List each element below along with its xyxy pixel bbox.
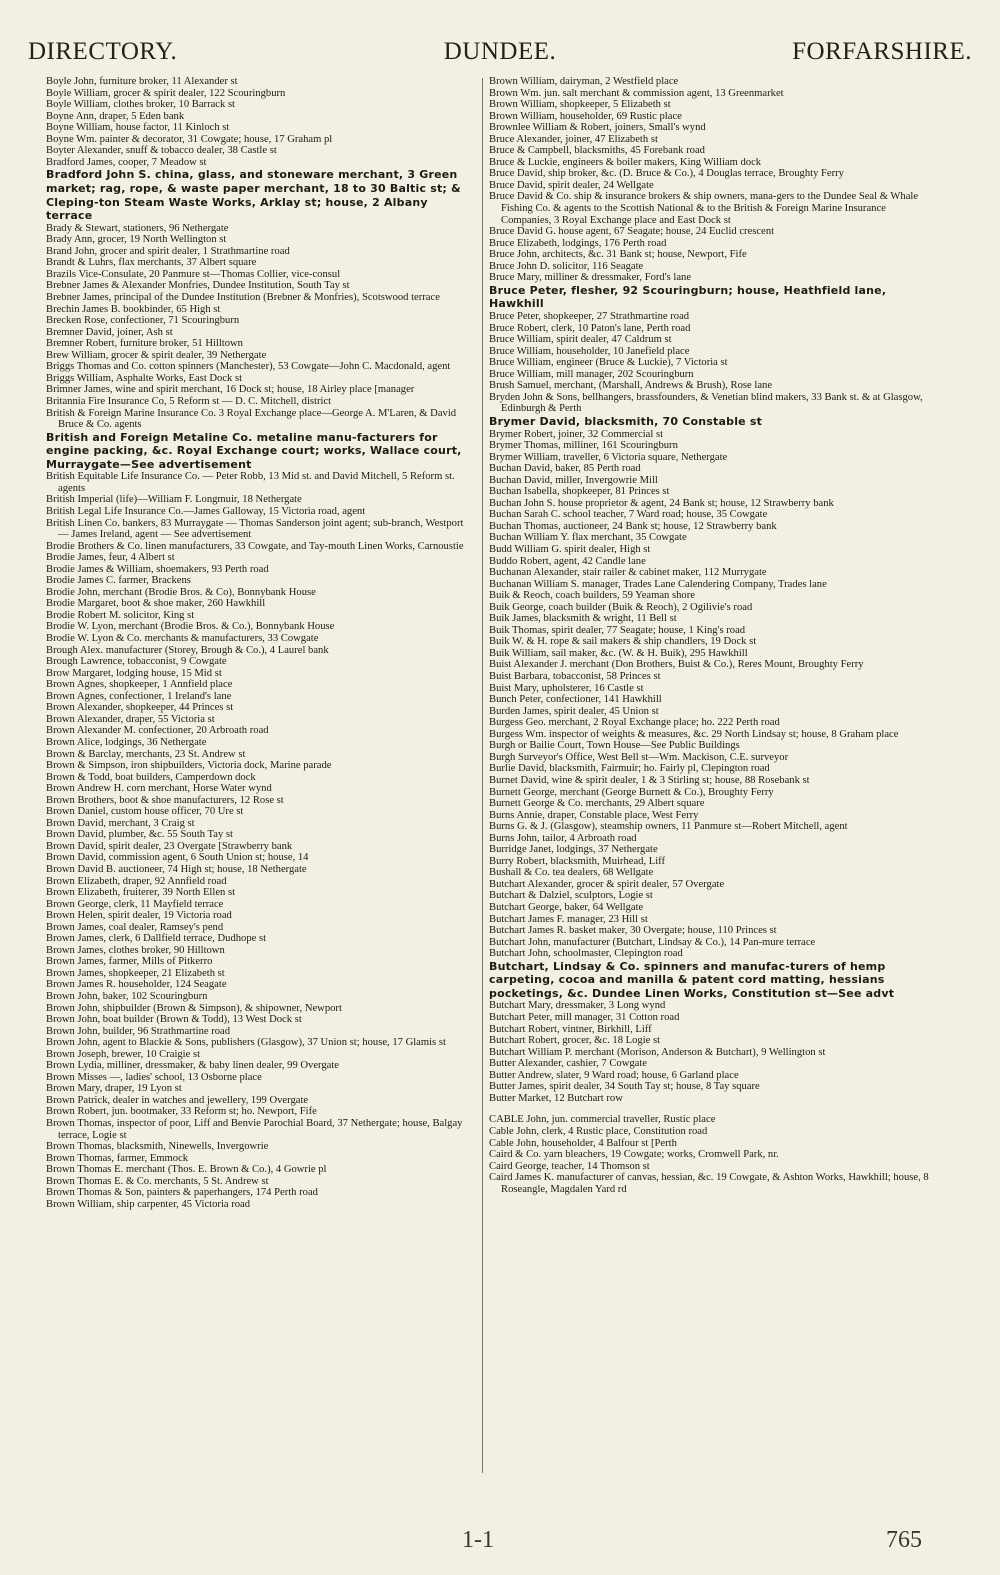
directory-entry: British Imperial (life)—William F. Longmuir, 18 Nethergate bbox=[46, 494, 302, 506]
directory-entry: Buddo Robert, agent, 42 Candle lane bbox=[489, 555, 646, 567]
directory-entry: Cable John, householder, 4 Balfour st [Perth bbox=[489, 1137, 677, 1149]
directory-entry: Brown John, builder, 96 Strathmartine road bbox=[46, 1025, 231, 1037]
directory-entry: Butter Andrew, slater, 9 Ward road; house, 6 Garland place bbox=[489, 1069, 739, 1081]
directory-entry: Butchart Robert, vintner, Birkhill, Liff bbox=[489, 1023, 652, 1035]
directory-entry: Brown Brothers, boot & shoe manufacturers, 12 Rose st bbox=[46, 794, 284, 806]
signature-mark: 1-1 bbox=[462, 1527, 494, 1553]
directory-entry: Brown James R. householder, 124 Seagate bbox=[46, 979, 227, 991]
directory-entry: Bryden John & Sons, bellhangers, brassfounders, & Venetian blind makers, 33 Bank st. & at Glasgow, Edinburgh & Perth bbox=[489, 391, 923, 415]
directory-entry: Brown Alexander, draper, 55 Victoria st bbox=[46, 713, 215, 725]
directory-entry: Brown Thomas & Son, painters & paperhangers, 174 Perth road bbox=[46, 1187, 318, 1199]
directory-entry: Bruce William, mill manager, 202 Scouringburn bbox=[489, 368, 694, 380]
directory-entry: Brown & Simpson, iron shipbuilders, Victoria dock, Marine parade bbox=[46, 760, 332, 772]
directory-entry: Brow Margaret, lodging house, 15 Mid st bbox=[46, 667, 222, 679]
directory-entry: Buchanan Alexander, stair railer & cabinet maker, 112 Murrygate bbox=[489, 567, 767, 579]
directory-entry: Buik George, coach builder (Buik & Reoch), 2 Ogilivie's road bbox=[489, 601, 753, 613]
directory-entry: Brown Joseph, brewer, 10 Craigie st bbox=[46, 1048, 201, 1060]
directory-entry: Brodie John, merchant (Brodie Bros. & Co), Bonnybank House bbox=[46, 586, 316, 598]
directory-entry: Brown Thomas, inspector of poor, Liff and Benvie Parochial Board, 37 Nethergate; house, Balgay terrace, Logie st bbox=[46, 1118, 463, 1141]
directory-entry: Bruce Peter, flesher, 92 Scouringburn; house, Heathfield lane, Hawkhill bbox=[489, 283, 887, 311]
directory-entry: Brown Daniel, custom house officer, 70 Ure st bbox=[46, 806, 244, 818]
directory-entry: Burgess Geo. merchant, 2 Royal Exchange place; ho. 222 Perth road bbox=[489, 717, 780, 729]
directory-entry: Boyle William, grocer & spirit dealer, 122 Scouringburn bbox=[46, 87, 286, 99]
page-number: 765 bbox=[886, 1527, 922, 1553]
directory-entry: British & Foreign Marine Insurance Co. 3 Royal Exchange place—George A. M'Laren, & David Bruce & Co. agents bbox=[46, 407, 457, 431]
directory-entry: Butchart Alexander, grocer & spirit dealer, 57 Overgate bbox=[489, 878, 725, 890]
directory-entry: Brown James, clerk, 6 Dallfield terrace, Dudhope st bbox=[46, 933, 267, 945]
directory-entry: Bruce David G. house agent, 67 Seagate; house, 24 Euclid crescent bbox=[489, 226, 775, 238]
directory-entry: Boyle John, furniture broker, 11 Alexander st bbox=[46, 76, 238, 87]
directory-entry: Bruce Robert, clerk, 10 Paton's lane, Perth road bbox=[489, 322, 691, 334]
directory-entry: Bruce John, architects, &c. 31 Bank st; house, Newport, Fife bbox=[489, 249, 747, 261]
directory-entry: Brush Samuel, merchant, (Marshall, Andrews & Brush), Rose lane bbox=[489, 380, 773, 392]
directory-entry: Butchart Peter, mill manager, 31 Cotton road bbox=[489, 1012, 680, 1024]
directory-entry: Brebner James, principal of the Dundee Institution (Brebner & Monfries), Scotswood terrace bbox=[46, 292, 440, 304]
directory-entry: Burns G. & J. (Glasgow), steamship owners, 11 Panmure st—Robert Mitchell, agent bbox=[489, 821, 848, 833]
directory-entry: British Equitable Life Insurance Co. — Peter Robb, 13 Mid st. and David Mitchell, 5 Reform st. agents bbox=[46, 471, 455, 494]
directory-entry: Brazils Vice-Consulate, 20 Panmure st—Thomas Collier, vice-consul bbox=[46, 268, 341, 280]
right-column bbox=[489, 76, 929, 1476]
directory-entry: Brady Ann, grocer, 19 North Wellington st bbox=[46, 234, 227, 246]
directory-entry: Brown Robert, jun. bootmaker, 33 Reform st; ho. Newport, Fife bbox=[46, 1106, 317, 1118]
directory-entry: Burgess Wm. inspector of weights & measures, &c. 29 North Lindsay st; house, 8 Graham place bbox=[489, 728, 899, 740]
directory-entry: Brown William, ship carpenter, 45 Victoria road bbox=[46, 1198, 251, 1210]
directory-entry: Caird James K. manufacturer of canvas, hessian, &c. 19 Cowgate, & Ashton Works, Hawkhill; house, 8 Roseangle, Magdalen Yard rd bbox=[489, 1172, 929, 1195]
directory-entry: Burden James, spirit dealer, 45 Union st bbox=[489, 705, 659, 717]
directory-entry: Brown Lydia, milliner, dressmaker, & baby linen dealer, 99 Overgate bbox=[46, 1060, 340, 1072]
directory-entry: Brown Agnes, shopkeeper, 1 Annfield place bbox=[46, 679, 233, 691]
directory-entry: Brodie James C. farmer, Brackens bbox=[46, 575, 191, 587]
directory-entry: British and Foreign Metaline Co. metaline manu-facturers for engine packing, &c. Royal Exchange court; works, Wallace court, Murraygate—See advertisement bbox=[46, 430, 462, 471]
left-entry-list bbox=[46, 76, 476, 1210]
directory-entry: Brown Andrew H. corn merchant, Horse Water wynd bbox=[46, 783, 272, 795]
directory-entry: Brown George, clerk, 11 Mayfield terrace bbox=[46, 898, 224, 910]
directory-entry: Buchan David, baker, 85 Perth road bbox=[489, 463, 641, 475]
directory-entry: Bruce David, ship broker, &c. (D. Bruce & Co.), 4 Douglas terrace, Broughty Ferry bbox=[489, 168, 844, 180]
directory-entry: Bruce William, householder, 10 Janefield place bbox=[489, 345, 690, 357]
directory-entry: Briggs William, Asphalte Works, East Dock st bbox=[46, 372, 243, 384]
directory-entry: Caird George, teacher, 14 Thomson st bbox=[489, 1160, 650, 1172]
directory-entry: Brecken Rose, confectioner, 71 Scouringburn bbox=[46, 315, 240, 327]
directory-entry: Brimner James, wine and spirit merchant, 16 Dock st; house, 18 Airley place [manager bbox=[46, 384, 415, 396]
directory-entry: Brown John, agent to Blackie & Sons, publishers (Glasgow), 37 Union st; house, 17 Glamis st bbox=[46, 1037, 446, 1049]
directory-entry: Buist Mary, upholsterer, 16 Castle st bbox=[489, 682, 644, 694]
directory-entry: Brown Misses —, ladies' school, 13 Osborne place bbox=[46, 1071, 262, 1083]
directory-entry: Brown Elizabeth, fruiterer, 39 North Ellen st bbox=[46, 887, 236, 899]
directory-entry: Bruce & Campbell, blacksmiths, 45 Forebank road bbox=[489, 145, 705, 157]
directory-entry: Britannia Fire Insurance Co, 5 Reform st — D. C. Mitchell, district bbox=[46, 395, 332, 407]
directory-entry: Brough Lawrence, tobacconist, 9 Cowgate bbox=[46, 656, 227, 668]
directory-entry: Butchart Robert, grocer, &c. 18 Logie st bbox=[489, 1035, 661, 1047]
directory-entry: Boyter Alexander, snuff & tobacco dealer, 38 Castle st bbox=[46, 145, 277, 157]
directory-entry: Bremner Robert, furniture broker, 51 Hilltown bbox=[46, 338, 243, 350]
directory-entry: Buchan Isabella, shopkeeper, 81 Princes st bbox=[489, 486, 670, 498]
directory-entry: Brodie W. Lyon & Co. merchants & manufacturers, 33 Cowgate bbox=[46, 633, 319, 645]
directory-entry: Boyne Ann, draper, 5 Eden bank bbox=[46, 110, 185, 122]
directory-entry: Buik William, sail maker, &c. (W. & H. Buik), 295 Hawkhill bbox=[489, 647, 748, 659]
directory-entry: Buchanan William S. manager, Trades Lane Calendering Company, Trades lane bbox=[489, 578, 827, 590]
directory-entry: Brown Alexander, shopkeeper, 44 Princes st bbox=[46, 702, 234, 714]
directory-entry: Bruce Elizabeth, lodgings, 176 Perth road bbox=[489, 237, 667, 249]
directory-entry: Bruce William, spirit dealer, 47 Caldrum st bbox=[489, 334, 672, 346]
directory-entry: Brown Agnes, confectioner, 1 Ireland's lane bbox=[46, 690, 232, 702]
directory-entry: Brown William, dairyman, 2 Westfield place bbox=[489, 76, 679, 87]
directory-entry: Brown Thomas E. & Co. merchants, 5 St. Andrew st bbox=[46, 1175, 269, 1187]
directory-entry: Cable John, clerk, 4 Rustic place, Constitution road bbox=[489, 1125, 708, 1137]
directory-entry: Butchart John, schoolmaster, Clepington road bbox=[489, 948, 683, 960]
directory-entry: Bradford James, cooper, 7 Meadow st bbox=[46, 156, 207, 168]
directory-entry: Burridge Janet, lodgings, 37 Nethergate bbox=[489, 844, 658, 856]
directory-entry: Brown John, shipbuilder (Brown & Simpson), & shipowner, Newport bbox=[46, 1002, 342, 1014]
directory-entry: Burns John, tailor, 4 Arbroath road bbox=[489, 832, 637, 844]
directory-entry: Buist Alexander J. merchant (Don Brothers, Buist & Co.), Reres Mount, Broughty Ferry bbox=[489, 659, 864, 671]
directory-entry: Bruce Alexander, joiner, 47 Elizabeth st bbox=[489, 133, 658, 145]
directory-entry: Butchart John, manufacturer (Butchart, Lindsay & Co.), 14 Pan-mure terrace bbox=[489, 936, 816, 948]
header-section-title: DIRECTORY. bbox=[28, 38, 178, 65]
directory-entry: Brown Patrick, dealer in watches and jewellery, 199 Overgate bbox=[46, 1094, 309, 1106]
directory-entry: Butchart George, baker, 64 Wellgate bbox=[489, 901, 644, 913]
directory-entry: Brown Elizabeth, draper, 92 Annfield road bbox=[46, 875, 227, 887]
directory-entry: Brebner James & Alexander Monfries, Dundee Institution, South Tay st bbox=[46, 280, 350, 292]
directory-entry: Brymer Thomas, milliner, 161 Scouringburn bbox=[489, 440, 678, 452]
directory-entry: Burlie David, blacksmith, Fairmuir; ho. Fairly pl, Clepington road bbox=[489, 763, 770, 775]
directory-entry: Butchart James R. basket maker, 30 Overgate; house, 110 Princes st bbox=[489, 925, 777, 937]
directory-entry: Brew William, grocer & spirit dealer, 39 Nethergate bbox=[46, 349, 267, 361]
directory-entry: Burry Robert, blacksmith, Muirhead, Liff bbox=[489, 855, 666, 867]
column-divider bbox=[482, 78, 483, 1473]
page-header bbox=[28, 38, 972, 70]
directory-entry: Brown Alice, lodgings, 36 Nethergate bbox=[46, 736, 207, 748]
directory-entry: Boyne Wm. painter & decorator, 31 Cowgate; house, 17 Graham pl bbox=[46, 133, 333, 145]
right-entry-list bbox=[489, 76, 929, 1195]
directory-entry: Buchan John S. house proprietor & agent, 24 Bank st; house, 12 Strawberry bank bbox=[489, 497, 834, 509]
directory-entry: Bushall & Co. tea dealers, 68 Wellgate bbox=[489, 867, 654, 879]
directory-entry: Brymer David, blacksmith, 70 Constable st bbox=[489, 414, 763, 428]
directory-entry: Brown William, householder, 69 Rustic place bbox=[489, 110, 682, 122]
directory-entry: Brown Helen, spirit dealer, 19 Victoria road bbox=[46, 910, 232, 922]
directory-entry: Brown David, merchant, 3 Craig st bbox=[46, 817, 195, 829]
directory-entry: Brodie W. Lyon, merchant (Brodie Bros. & Co.), Bonnybank House bbox=[46, 621, 335, 633]
directory-entry: Brown David, spirit dealer, 23 Overgate [Strawberry bank bbox=[46, 840, 293, 852]
directory-entry: Bruce Mary, milliner & dressmaker, Ford's lane bbox=[489, 272, 692, 284]
directory-entry: Burns Annie, draper, Constable place, West Ferry bbox=[489, 809, 699, 821]
directory-entry: Butter Market, 12 Butchart row bbox=[489, 1092, 623, 1104]
directory-entry: Budd William G. spirit dealer, High st bbox=[489, 544, 651, 556]
directory-entry: Buik W. & H. rope & sail makers & ship chandlers, 19 Dock st bbox=[489, 636, 757, 648]
directory-entry: Brodie James, feur, 4 Albert st bbox=[46, 552, 175, 564]
directory-entry: Bruce David, spirit dealer, 24 Wellgate bbox=[489, 179, 654, 191]
directory-entry: Brown David, commission agent, 6 South Union st; house, 14 bbox=[46, 852, 309, 864]
directory-entry: Buchan William Y. flax merchant, 35 Cowgate bbox=[489, 532, 687, 544]
directory-entry: Boyle William, clothes broker, 10 Barrack st bbox=[46, 99, 236, 111]
directory-entry: Brown Mary, draper, 19 Lyon st bbox=[46, 1083, 182, 1095]
directory-entry: Brown William, shopkeeper, 5 Elizabeth st bbox=[489, 99, 671, 111]
directory-entry: Buik James, blacksmith & wright, 11 Bell st bbox=[489, 613, 677, 625]
directory-entry: Bunch Peter, confectioner, 141 Hawkhill bbox=[489, 694, 662, 706]
directory-entry: Brodie Brothers & Co. linen manufacturers, 33 Cowgate, and Tay-mouth Linen Works, Carnoustie bbox=[46, 540, 464, 552]
directory-entry: Brown James, clothes broker, 90 Hilltown bbox=[46, 944, 225, 956]
directory-entry: Brough Alex. manufacturer (Storey, Brough & Co.), 4 Laurel bank bbox=[46, 644, 329, 656]
directory-entry: Butchart & Dalziel, sculptors, Logie st bbox=[489, 890, 653, 902]
directory-entry: Brown Thomas E. merchant (Thos. E. Brown & Co.), 4 Gowrie pl bbox=[46, 1164, 327, 1176]
directory-entry: Burgh or Bailie Court, Town House—See Public Buildings bbox=[489, 740, 740, 752]
directory-entry: Buist Barbara, tobacconist, 58 Princes st bbox=[489, 671, 661, 683]
directory-entry: Brown Wm. jun. salt merchant & commission agent, 13 Greenmarket bbox=[489, 87, 784, 99]
directory-entry: Bruce & Luckie, engineers & boiler makers, King William dock bbox=[489, 156, 762, 168]
directory-entry: Buik & Reoch, coach builders, 59 Yeaman shore bbox=[489, 590, 695, 602]
directory-entry bbox=[489, 1104, 929, 1114]
directory-entry: Brown James, farmer, Mills of Pitkerro bbox=[46, 956, 213, 968]
directory-entry: Boyne William, house factor, 11 Kinloch st bbox=[46, 122, 230, 134]
left-column bbox=[46, 76, 476, 1476]
directory-entry: British Linen Co. bankers, 83 Murraygate — Thomas Sanderson joint agent; sub-branch, Westport — James Ireland, agent — See advertisement bbox=[46, 517, 464, 541]
directory-entry: Brand John, grocer and spirit dealer, 1 Strathmartine road bbox=[46, 245, 290, 257]
directory-entry: Brady & Stewart, stationers, 96 Nethergate bbox=[46, 222, 229, 234]
directory-entry: CABLE John, jun. commercial traveller, Rustic place bbox=[489, 1114, 716, 1126]
directory-entry: Brymer William, traveller, 6 Victoria square, Nethergate bbox=[489, 451, 728, 463]
directory-entry: Bruce David & Co. ship & insurance brokers & ship owners, mana-gers to the Dundee Seal & Whale Fishing Co. & agents to the Scottish National & to the British & Foreign Marine Insurance Companies, 3 Royal Exchange place and East Dock st bbox=[489, 191, 919, 226]
directory-entry: Brown David, plumber, &c. 55 South Tay st bbox=[46, 829, 233, 841]
directory-entry: Bruce John D. solicitor, 116 Seagate bbox=[489, 260, 644, 272]
directory-entry: Buchan David, miller, Invergowrie Mill bbox=[489, 474, 658, 486]
directory-entry: Burnet David, wine & spirit dealer, 1 & 3 Stirling st; house, 88 Rosebank st bbox=[489, 774, 810, 786]
directory-entry: Brown Thomas, blacksmith, Ninewells, Invergowrie bbox=[46, 1141, 269, 1153]
directory-entry: Brodie Robert M. solicitor, King st bbox=[46, 609, 195, 621]
directory-entry: Brandt & Luhrs, flax merchants, 37 Albert square bbox=[46, 257, 257, 269]
directory-entry: Brodie James & William, shoemakers, 93 Perth road bbox=[46, 563, 269, 575]
directory-entry: Bruce Peter, shopkeeper, 27 Strathmartine road bbox=[489, 311, 690, 323]
directory-entry: Brownlee William & Robert, joiners, Small's wynd bbox=[489, 122, 706, 134]
directory-entry: Brechin James B. bookbinder, 65 High st bbox=[46, 303, 221, 315]
directory-entry: Brymer Robert, joiner, 32 Commercial st bbox=[489, 428, 664, 440]
directory-entry: Butter James, spirit dealer, 34 South Tay st; house, 8 Tay square bbox=[489, 1081, 760, 1093]
directory-entry: Brown David B. auctioneer, 74 High st; house, 18 Nethergate bbox=[46, 863, 307, 875]
directory-entry: Caird & Co. yarn bleachers, 19 Cowgate; works, Cromwell Park, nr. bbox=[489, 1149, 779, 1161]
directory-entry: Brown & Barclay, merchants, 23 St. Andrew st bbox=[46, 748, 246, 760]
directory-entry: Burnett George, merchant (George Burnett & Co.), Broughty Ferry bbox=[489, 786, 774, 798]
directory-entry: Brown James, coal dealer, Ramsey's pend bbox=[46, 921, 224, 933]
directory-entry: Buchan Sarah C. school teacher, 7 Ward road; house, 35 Cowgate bbox=[489, 509, 768, 521]
directory-entry: Brown Alexander M. confectioner, 20 Arbroath road bbox=[46, 725, 269, 737]
directory-entry: Buchan Thomas, auctioneer, 24 Bank st; house, 12 Strawberry bank bbox=[489, 520, 777, 532]
directory-entry: Briggs Thomas and Co. cotton spinners (Manchester), 53 Cowgate—John C. Macdonald, agent bbox=[46, 361, 451, 373]
directory-entry: Bremner David, joiner, Ash st bbox=[46, 326, 173, 338]
directory-entry: Burnett George & Co. merchants, 29 Albert square bbox=[489, 798, 705, 810]
directory-entry: British Legal Life Insurance Co.—James Galloway, 15 Victoria road, agent bbox=[46, 506, 366, 518]
directory-entry: Brown John, baker, 102 Scouringburn bbox=[46, 990, 208, 1002]
directory-entry: Burgh Surveyor's Office, West Bell st—Wm. Mackison, C.E. surveyor bbox=[489, 751, 789, 763]
directory-entry: Butchart Mary, dressmaker, 3 Long wynd bbox=[489, 1000, 666, 1012]
directory-entry: Buik Thomas, spirit dealer, 77 Seagate; house, 1 King's road bbox=[489, 624, 746, 636]
directory-entry: Butter Alexander, cashier, 7 Cowgate bbox=[489, 1058, 648, 1070]
directory-entry: Brown James, shopkeeper, 21 Elizabeth st bbox=[46, 967, 225, 979]
directory-entry: Brown Thomas, farmer, Emmock bbox=[46, 1152, 189, 1164]
directory-entry: Butchart, Lindsay & Co. spinners and manufac-turers of hemp carpeting, cocoa and manilla & patent cord matting, hessians pocketings, &c. Dundee Linen Works, Constitution st—See advt bbox=[489, 959, 895, 1000]
directory-entry: Bruce William, engineer (Bruce & Luckie), 7 Victoria st bbox=[489, 357, 728, 369]
directory-entry: Brown & Todd, boat builders, Camperdown dock bbox=[46, 771, 256, 783]
directory-entry: Bradford John S. china, glass, and stoneware merchant, 3 Green market; rag, rope, & waste paper merchant, 18 to 30 Baltic st; & Cleping-ton Steam Waste Works, Arklay st; house, 2 Albany terrace bbox=[46, 168, 461, 223]
header-county-title: FORFARSHIRE. bbox=[792, 38, 972, 65]
header-town-title: DUNDEE. bbox=[443, 38, 557, 65]
directory-entry: Butchart James F. manager, 23 Hill st bbox=[489, 913, 648, 925]
directory-entry: Brodie Margaret, boot & shoe maker, 260 Hawkhill bbox=[46, 598, 266, 610]
directory-entry: Butchart William P. merchant (Morison, Anderson & Butchart), 9 Wellington st bbox=[489, 1046, 826, 1058]
directory-entry: Brown John, boat builder (Brown & Todd), 13 West Dock st bbox=[46, 1014, 302, 1026]
